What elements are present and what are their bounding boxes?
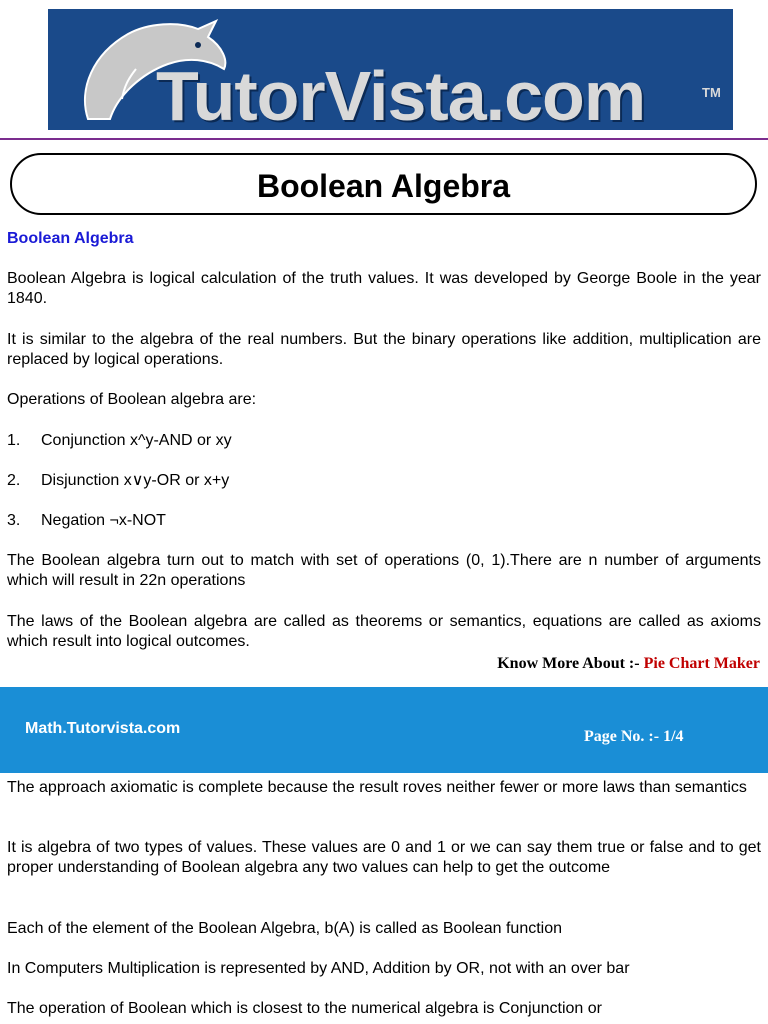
paragraph-text: The operation of Boolean which is closest to the numerical algebra is Conjunction or bbox=[7, 1000, 602, 1017]
list-number: 2. bbox=[7, 472, 21, 489]
paragraph bbox=[7, 999, 761, 1019]
page-number: Page No. :- 1/4 bbox=[584, 728, 684, 745]
paragraph-text: Boolean Algebra is logical calculation of the truth values. It was developed by George Boole in the year 1840. bbox=[7, 270, 761, 307]
know-more-link[interactable]: Pie Chart Maker bbox=[643, 655, 760, 672]
paragraph bbox=[7, 838, 761, 878]
paragraph-text: It is similar to the algebra of the real numbers. But the binary operations like addition, multiplication are replaced by logical operations. bbox=[7, 331, 761, 368]
paragraph-text: It is algebra of two types of values. These values are 0 and 1 or we can say them true or false and to get proper understanding of Boolean algebra any two values can help to get the outcome bbox=[7, 839, 761, 876]
list-text: Disjunction x∨y-OR or x+y bbox=[41, 472, 230, 489]
brand-wordmark: TutorVista.com bbox=[156, 57, 646, 130]
page-title: Boolean Algebra bbox=[256, 168, 511, 204]
paragraph-text: Operations of Boolean algebra are: bbox=[7, 391, 257, 408]
paragraph bbox=[7, 778, 761, 798]
list-number: 1. bbox=[7, 432, 21, 449]
list-item bbox=[7, 511, 761, 531]
paragraph bbox=[7, 919, 761, 939]
paragraph-text: Each of the element of the Boolean Algebra, b(A) is called as Boolean function bbox=[7, 920, 563, 937]
paragraph bbox=[7, 612, 761, 652]
list-text: Conjunction x^y-AND or xy bbox=[41, 432, 232, 449]
trademark-mark: TM bbox=[702, 85, 721, 100]
paragraph bbox=[7, 330, 761, 370]
know-more-label: Know More About :- bbox=[497, 655, 640, 672]
paragraph-text: In Computers Multiplication is represented by AND, Addition by OR, not with an over bar bbox=[7, 960, 630, 977]
list-item bbox=[7, 471, 761, 491]
section-heading-text: Boolean Algebra bbox=[7, 230, 134, 247]
paragraph bbox=[7, 959, 761, 979]
paragraph-text: The Boolean algebra turn out to match with set of operations (0, 1).There are n number of arguments which will result in 22n operations bbox=[7, 552, 761, 589]
paragraph-text: The approach axiomatic is complete because the result roves neither fewer or more laws than semantics bbox=[7, 779, 747, 796]
footer-site-link[interactable]: Math.Tutorvista.com bbox=[25, 720, 181, 737]
paragraph-text: The laws of the Boolean algebra are called as theorems or semantics, equations are called as axioms which result into logical outcomes. bbox=[7, 613, 761, 650]
list-text: Negation ¬x-NOT bbox=[41, 512, 166, 529]
paragraph bbox=[7, 390, 761, 410]
divider bbox=[0, 138, 768, 140]
title-box bbox=[10, 153, 757, 215]
page-footer-band bbox=[0, 687, 768, 773]
list-number: 3. bbox=[7, 512, 21, 529]
list-item bbox=[7, 431, 761, 451]
know-more bbox=[497, 654, 760, 674]
site-banner bbox=[48, 9, 733, 130]
paragraph bbox=[7, 551, 761, 591]
section-heading bbox=[7, 229, 761, 249]
paragraph bbox=[7, 269, 761, 309]
